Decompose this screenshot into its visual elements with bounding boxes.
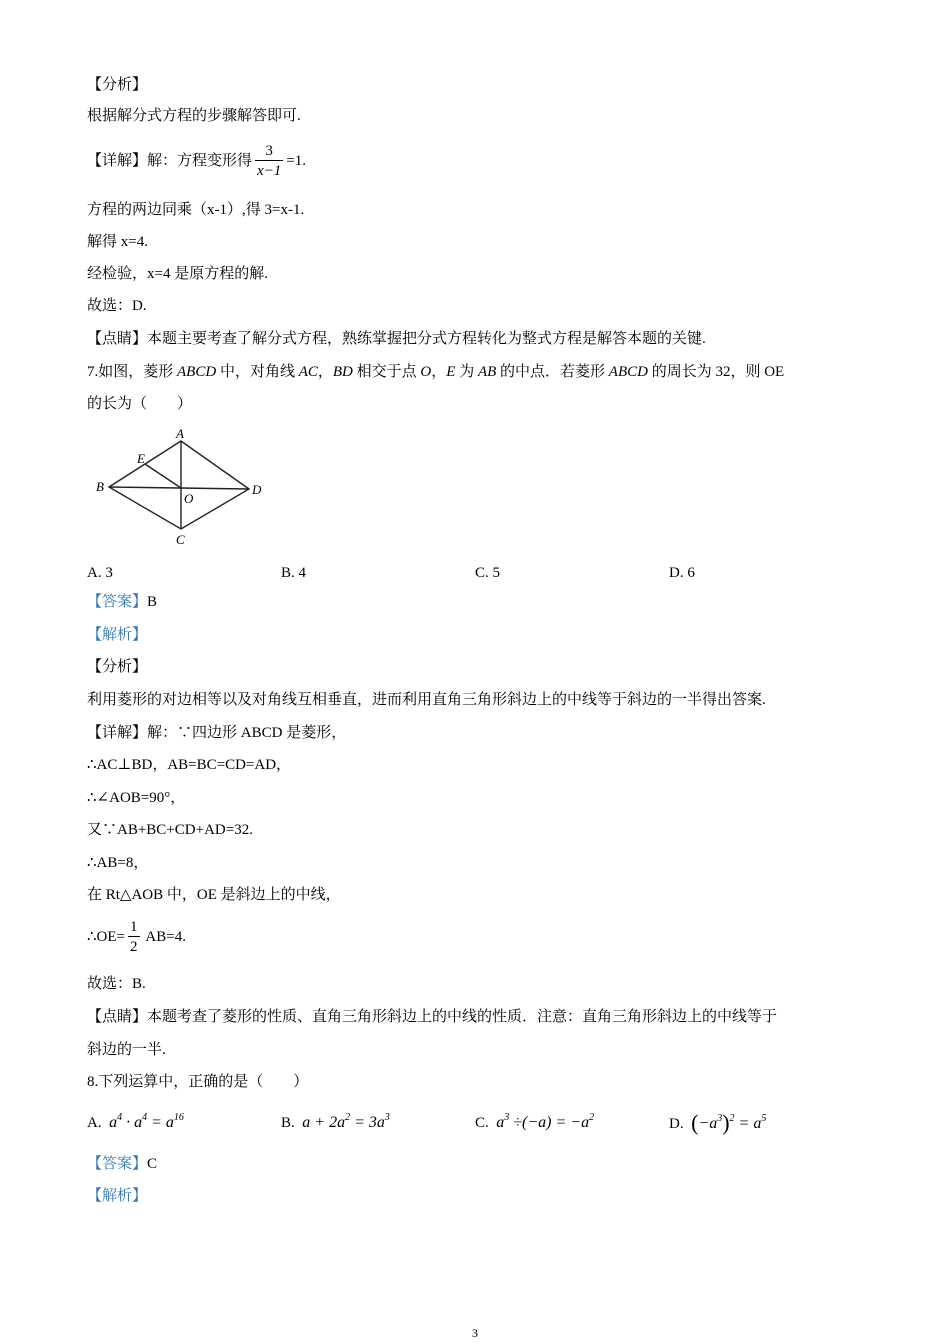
detail-intro: 解：方程变形得: [147, 153, 253, 169]
comment-text: 本题主要考查了解分式方程，熟练掌握把分式方程转化为整式方程是解答本题的关键.: [147, 331, 706, 347]
label-c: C: [176, 532, 185, 547]
choice-line: 故选：D.: [87, 298, 147, 314]
var-ac: AC: [298, 364, 318, 380]
half-fraction: [128, 918, 140, 957]
q7-options: [87, 563, 887, 587]
option-d: D. 6: [669, 565, 695, 581]
stem-text: 相交于点: [352, 364, 421, 380]
stem-text: 中，对角线: [216, 364, 299, 380]
option-c: [475, 1113, 594, 1133]
fraction: [255, 142, 283, 181]
detail-text: 解：∵四边形 ABCD 是菱形，: [147, 725, 347, 741]
q7-stem-line1: [87, 362, 784, 382]
step-3: 经检验，x=4 是原方程的解.: [87, 266, 268, 282]
fraction-denominator: 2: [128, 936, 140, 957]
answer-value: C: [147, 1156, 158, 1172]
comment-line-1: [87, 1007, 777, 1027]
comment-label: 【点睛】: [87, 331, 148, 347]
option-letter: B.: [281, 1115, 295, 1131]
step-2: 解得 x=4.: [87, 234, 148, 250]
detail-equation: [87, 140, 306, 184]
q8-stem: 8.下列运算中，正确的是（ ）: [87, 1074, 309, 1090]
analysis-heading: 【分析】: [87, 77, 148, 93]
option-expr: $(-a^3)^2 = a^5$: [691, 1110, 767, 1135]
option-letter: C.: [475, 1115, 489, 1131]
detail-line-5: ∴AB=8，: [87, 855, 149, 871]
q7-stem-line2: 的长为（ ）: [87, 396, 193, 412]
answer-line: [87, 592, 157, 612]
analysis-text: 根据解分式方程的步骤解答即可.: [87, 108, 301, 124]
var-ab: AB: [477, 364, 497, 380]
detail-line-4: 又∵AB+BC+CD+AD=32.: [87, 822, 253, 838]
detail-line-2: ∴AC⊥BD，AB=BC=CD=AD，: [87, 757, 292, 773]
rhombus-figure: [90, 428, 270, 550]
fraction-numerator: 1: [130, 919, 138, 936]
answer-value: B: [147, 594, 158, 610]
fraction-rhs: =1.: [286, 153, 307, 169]
option-letter: D.: [669, 1116, 684, 1132]
oe-suffix: AB=4.: [142, 929, 186, 945]
analysis-heading: 【分析】: [87, 659, 148, 675]
label-o: O: [184, 491, 194, 506]
option-expr: $a + 2a^2 = 3a^3$: [302, 1112, 390, 1131]
option-expr: $a^3 \div(-a) = -a^2$: [496, 1112, 595, 1131]
analysis-text: 利用菱形的对边相等以及对角线互相垂直，进而利用直角三角形斜边上的中线等于斜边的一半得出答案.: [87, 692, 766, 708]
detail-line-6: 在 Rt△AOB 中，OE 是斜边上的中线，: [87, 887, 341, 903]
explain-heading: 【解析】: [87, 627, 148, 643]
detail-label: 【详解】: [87, 153, 148, 169]
choice-line: 故选：B.: [87, 976, 146, 992]
label-d: D: [252, 482, 262, 497]
var-abcd: ABCD: [608, 364, 648, 380]
detail-line-3: ∴∠AOB=90°，: [87, 790, 186, 806]
label-b: B: [96, 479, 104, 494]
oe-equation: [87, 916, 186, 960]
fraction-numerator: 3: [265, 143, 273, 160]
answer-label: 【答案】: [87, 594, 148, 610]
stem-text: 7.如图，菱形: [87, 364, 178, 380]
stem-text: 的中点．若菱形: [496, 364, 609, 380]
comma: ，: [317, 364, 333, 380]
fraction-denominator: x−1: [255, 160, 283, 181]
answer-line: [87, 1154, 157, 1174]
option-d: [669, 1110, 767, 1135]
stem-text: 的周长为 32，则 OE: [647, 364, 785, 380]
option-expr: $a^4 \cdot a^4 = a^{16}$: [109, 1112, 184, 1131]
label-e: E: [137, 451, 145, 466]
oe-prefix: ∴OE=: [87, 929, 125, 945]
option-b: [281, 1113, 390, 1133]
explain-heading: 【解析】: [87, 1188, 148, 1204]
option-b: B. 4: [281, 565, 307, 581]
step-1: 方程的两边同乘（x-1）,得 3=x-1.: [87, 202, 305, 218]
option-c: C. 5: [475, 565, 501, 581]
detail-label: 【详解】: [87, 725, 148, 741]
option-a: [87, 1113, 184, 1133]
page-number: 3: [472, 1326, 478, 1340]
option-a: A. 3: [87, 565, 113, 581]
comment-label: 【点睛】: [87, 1009, 148, 1025]
comment-line: [87, 329, 706, 349]
comma: ，: [431, 364, 447, 380]
comment-line-2: 斜边的一半.: [87, 1042, 166, 1058]
var-o: O: [420, 364, 432, 380]
stem-text: 为: [455, 364, 478, 380]
var-e: E: [446, 364, 456, 380]
answer-label: 【答案】: [87, 1156, 148, 1172]
q8-options: [87, 1110, 887, 1143]
comment-text: 本题考查了菱形的性质、直角三角形斜边上的中线的性质．注意：直角三角形斜边上的中线等于: [147, 1009, 778, 1025]
var-abcd: ABCD: [177, 364, 217, 380]
option-letter: A.: [87, 1115, 102, 1131]
label-a: A: [176, 428, 184, 441]
var-bd: BD: [332, 364, 353, 380]
detail-line-1: [87, 723, 346, 743]
